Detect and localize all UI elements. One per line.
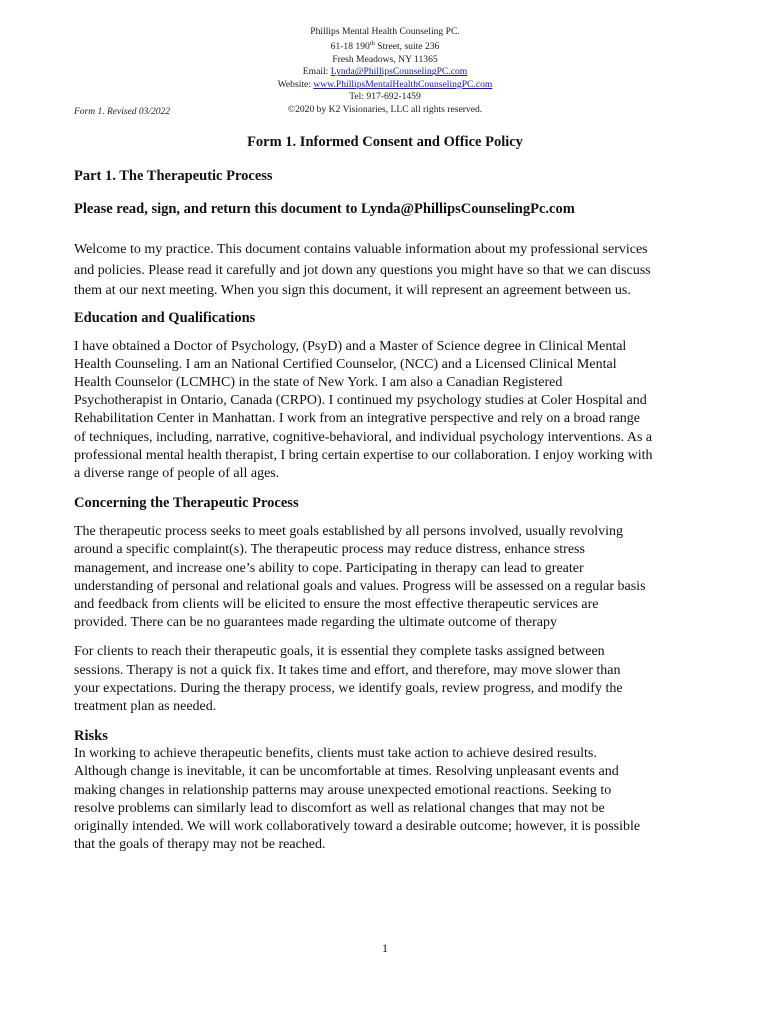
text-line: and feedback from clients will be elicited to ensure the most effective therapeutic services are [74, 596, 599, 612]
text-line: resolve problems can similarly lead to discomfort as well as relational changes that may not be [74, 800, 605, 816]
text-line: around a specific complaint(s). The therapeutic process may reduce distress, enhance stress [74, 542, 585, 558]
text-line: originally intended. We will work collaboratively toward a desirable outcome; however, it is possible [74, 818, 641, 834]
text-line: Psychotherapist in Ontario, Canada (CRPO). I continued my psychology studies at Coler Hospital and [74, 393, 647, 409]
form-revision-note: Form 1. Revised 03/2022 [74, 107, 171, 117]
website-link[interactable]: www.PhillipsMentalHealthCounselingPC.com [313, 78, 493, 90]
section-heading-risks: Risks [74, 728, 108, 745]
practice-website: Website: www.PhillipsMentalHealthCounselingPC.com [277, 78, 493, 90]
practice-city: Fresh Meadows, NY 11365 [332, 54, 438, 65]
practice-phone: Tel: 917-692-1459 [349, 91, 421, 103]
text-line: Welcome to my practice. This document contains valuable information about my professional services [74, 242, 648, 257]
text-line: that the goals of therapy may not be reached. [74, 837, 326, 853]
letterhead [0, 26, 770, 116]
copyright-notice: ©2020 by K2 Visionaries, LLC all rights reserved. [287, 103, 483, 115]
therapeutic-paragraph-1 [74, 523, 702, 632]
text-line: understanding of personal and relational goals and values. Progress will be assessed on a regular basis [74, 578, 646, 594]
email-link[interactable]: Lynda@PhillipsCounselingPC.com [330, 66, 468, 78]
risks-paragraph [74, 745, 702, 854]
practice-email: Email: Lynda@PhillipsCounselingPC.com [302, 66, 468, 78]
welcome-paragraph [74, 240, 702, 302]
text-line: a diverse range of people of all ages. [74, 465, 280, 481]
document-title: Form 1. Informed Consent and Office Policy [247, 134, 523, 150]
text-line: sessions. Therapy is not a quick fix. It takes time and effort, and therefore, may move slower than [74, 662, 621, 678]
section-heading-education: Education and Qualifications [74, 309, 256, 326]
text-line: provided. There can be no guarantees made regarding the ultimate outcome of therapy [74, 615, 557, 631]
text-line: The therapeutic process seeks to meet goals established by all persons involved, usually revolving [74, 524, 623, 540]
return-instruction: Please read, sign, and return this document to Lynda@PhillipsCounselingPc.com [74, 201, 575, 217]
therapeutic-paragraph-2 [74, 643, 702, 716]
text-line: of techniques, including, narrative, cognitive-behavioral, and individual psychology interventions. As a [74, 429, 653, 445]
text-line: For clients to reach their therapeutic goals, it is essential they complete tasks assigned between [74, 644, 605, 660]
part-heading: Part 1. The Therapeutic Process [74, 168, 273, 184]
text-line: treatment plan as needed. [74, 698, 217, 714]
text-line: your expectations. During the therapy process, we identify goals, review progress, and modify the [74, 680, 623, 696]
page-number: 1 [382, 941, 388, 955]
section-heading-therapeutic-process: Concerning the Therapeutic Process [74, 495, 299, 512]
text-line: and policies. Please read it carefully and jot down any questions you might have so that we can discuss [74, 262, 651, 278]
text-line: them at our next meeting. When you sign this document, it will represent an agreement between us. [74, 283, 631, 298]
text-line: management, and increase one’s ability to cope. Participating in therapy can lead to greater [74, 560, 584, 576]
text-line: Health Counselor (LCMHC) in the state of New York. I am also a Canadian Registered [74, 374, 563, 390]
document-body [74, 240, 702, 854]
text-line: I have obtained a Doctor of Psychology, (PsyD) and a Master of Science degree in Clinical Mental [74, 338, 627, 354]
practice-address: 61-18 190th Street, suite 236 [330, 40, 440, 53]
practice-name: Phillips Mental Health Counseling PC. [310, 26, 460, 37]
text-line: Health Counseling. I am an National Certified Counselor, (NCC) and a Licensed Clinical Mental [74, 356, 617, 372]
text-line: Although change is inevitable, it can be uncomfortable at times. Resolving unpleasant events and [74, 764, 619, 780]
education-paragraph [74, 338, 702, 484]
text-line: making changes in relationship patterns may arouse unexpected emotional reactions. Seeking to [74, 782, 612, 798]
text-line: Rehabilitation Center in Manhattan. I work from an integrative perspective and rely on a broad range [74, 411, 641, 427]
text-line: professional mental health therapist, I bring certain expertise to our collaboration. I enjoy working with [74, 447, 653, 463]
text-line: In working to achieve therapeutic benefits, clients must take action to achieve desired results. [74, 746, 597, 762]
